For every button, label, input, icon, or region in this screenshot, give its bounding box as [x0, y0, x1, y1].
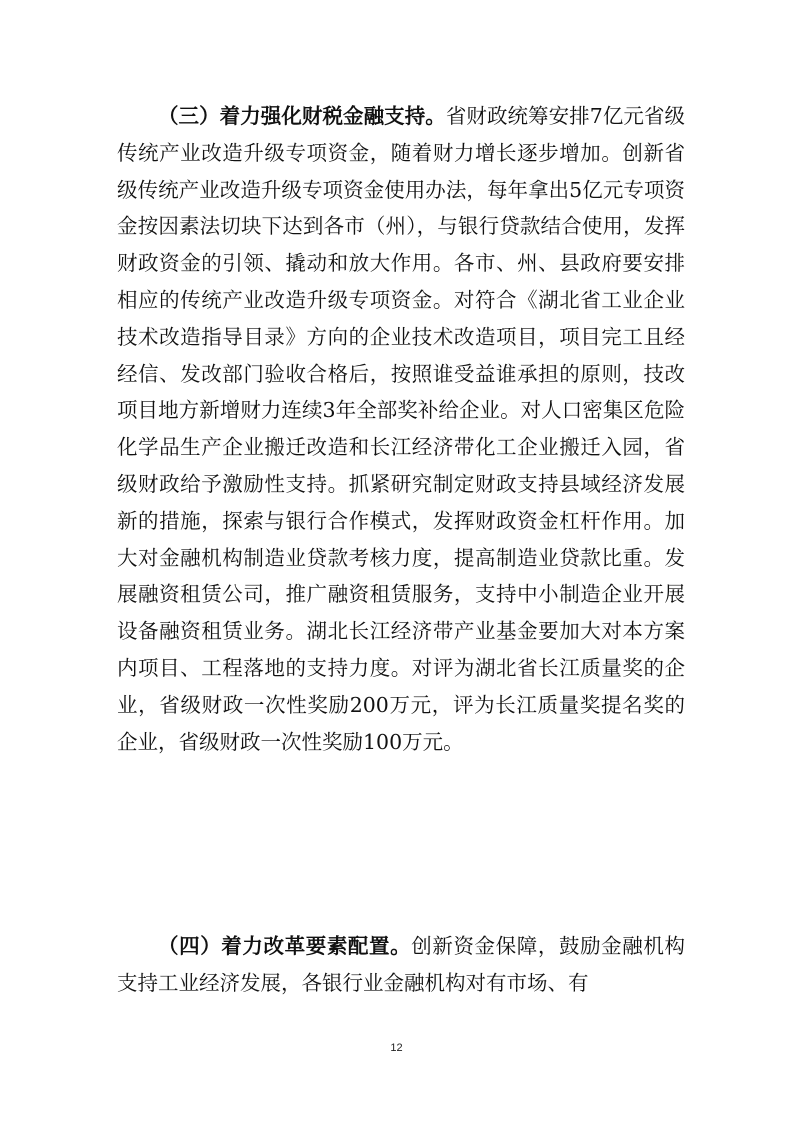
- paragraph-text: [117, 928, 685, 1002]
- section-heading-three: （三）着力强化财税金融支持。: [158, 104, 446, 128]
- paragraph-body: 创新资金保障，鼓励金融机构支持工业经济发展，各银行业金融机构对有市场、有: [117, 934, 685, 995]
- paragraph-text: [117, 98, 685, 760]
- paragraph-factor-allocation: [117, 928, 685, 1002]
- paragraph-financial-support: [117, 98, 685, 760]
- page-number: 12: [390, 1042, 403, 1054]
- section-heading-four: （四）着力改革要素配置。: [158, 934, 412, 958]
- paragraph-body: 省财政统筹安排7亿元省级传统产业改造升级专项资金，随着财力增长逐步增加。创新省级传统产业改造升级专项资金使用办法，每年拿出5亿元专项资金按因素法切块下达到各市（州），与银行贷款结合使用，发挥财政资金的引领、撬动和放大作用。各市、州、县政府要安排相应的传统产业改造升级专项资金。对符合《湖北省工业企业技术改造指导目录》方向的企业技术改造项目，项目完工且经经信、发改部门验收合格后，按照谁受益谁承担的原则，技改项目地方新增财力连续3年全部奖补给企业。对人口密集区危险化学品生产企业搬迁改造和长江经济带化工企业搬迁入园，省级财政给予激励性支持。抓紧研究制定财政支持县域经济发展新的措施，探索与银行合作模式，发挥财政资金杠杆作用。加大对金融机构制造业贷款考核力度，提高制造业贷款比重。发展融资租赁公司，推广融资租赁服务，支持中小制造企业开展设备融资租赁业务。湖北长江经济带产业基金要加大对本方案内项目、工程落地的支持力度。对评为湖北省长江质量奖的企业，省级财政一次性奖励200万元，评为长江质量奖提名奖的企业，省级财政一次性奖励100万元。: [117, 104, 686, 754]
